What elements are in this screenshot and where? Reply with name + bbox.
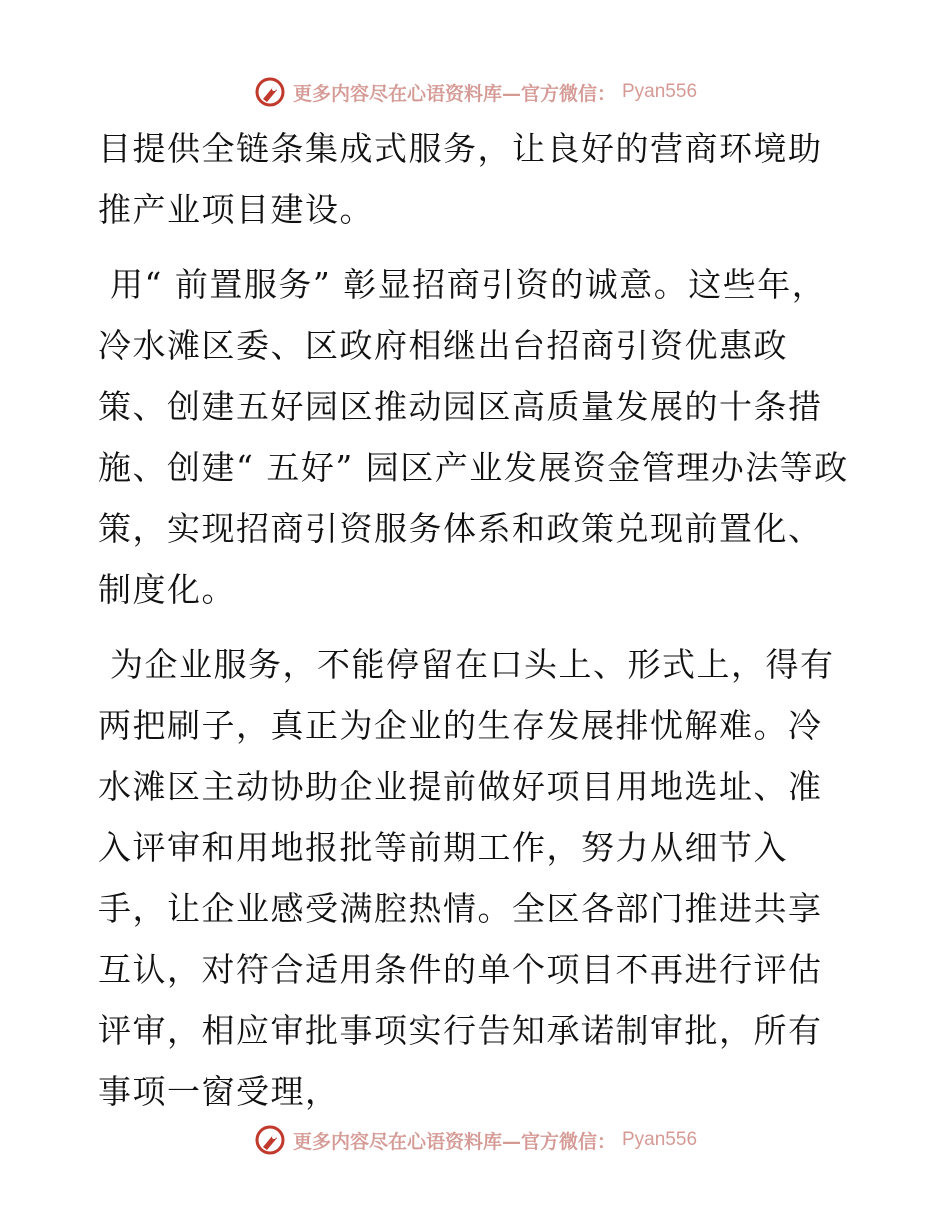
watermark-wechat-id: Pyan556 <box>622 81 698 102</box>
footer-watermark <box>0 1120 950 1160</box>
paragraph: 用“ 前置服务” 彰显招商引资的诚意。这些年，冷水滩区委、区政府相继出台招商引资优惠政策、创建五好园区推动园区高质量发展的十条措施、创建“ 五好” 园区产业发展资金管理办法等政策，实现招商引资服务体系和政策兑现前置化、制度化。 <box>98 265 849 609</box>
paragraph: 目提供全链条集成式服务，让良好的营商环境助推产业项目建设。 <box>98 129 823 229</box>
watermark-wechat-id: Pyan556 <box>622 1129 698 1150</box>
document-body <box>98 118 850 1122</box>
watermark-text: 更多内容尽在心语资料库—官方微信： <box>292 82 616 105</box>
pen-nib-icon <box>253 1123 287 1157</box>
watermark-text: 更多内容尽在心语资料库—官方微信： <box>292 1130 616 1153</box>
pen-nib-icon <box>253 75 287 109</box>
paragraph: 为企业服务，不能停留在口头上、形式上，得有两把刷子，真正为企业的生存发展排忧解难。冷水滩区主动协助企业提前做好项目用地选址、准入评审和用地报批等前期工作，努力从细节入手，让企业感受满腔热情。全区各部门推进共享互认，对符合适用条件的单个项目不再进行评估评审，相应审批事项实行告知承诺制审批，所有事项一窗受理， <box>98 645 835 1111</box>
header-watermark <box>0 72 950 112</box>
